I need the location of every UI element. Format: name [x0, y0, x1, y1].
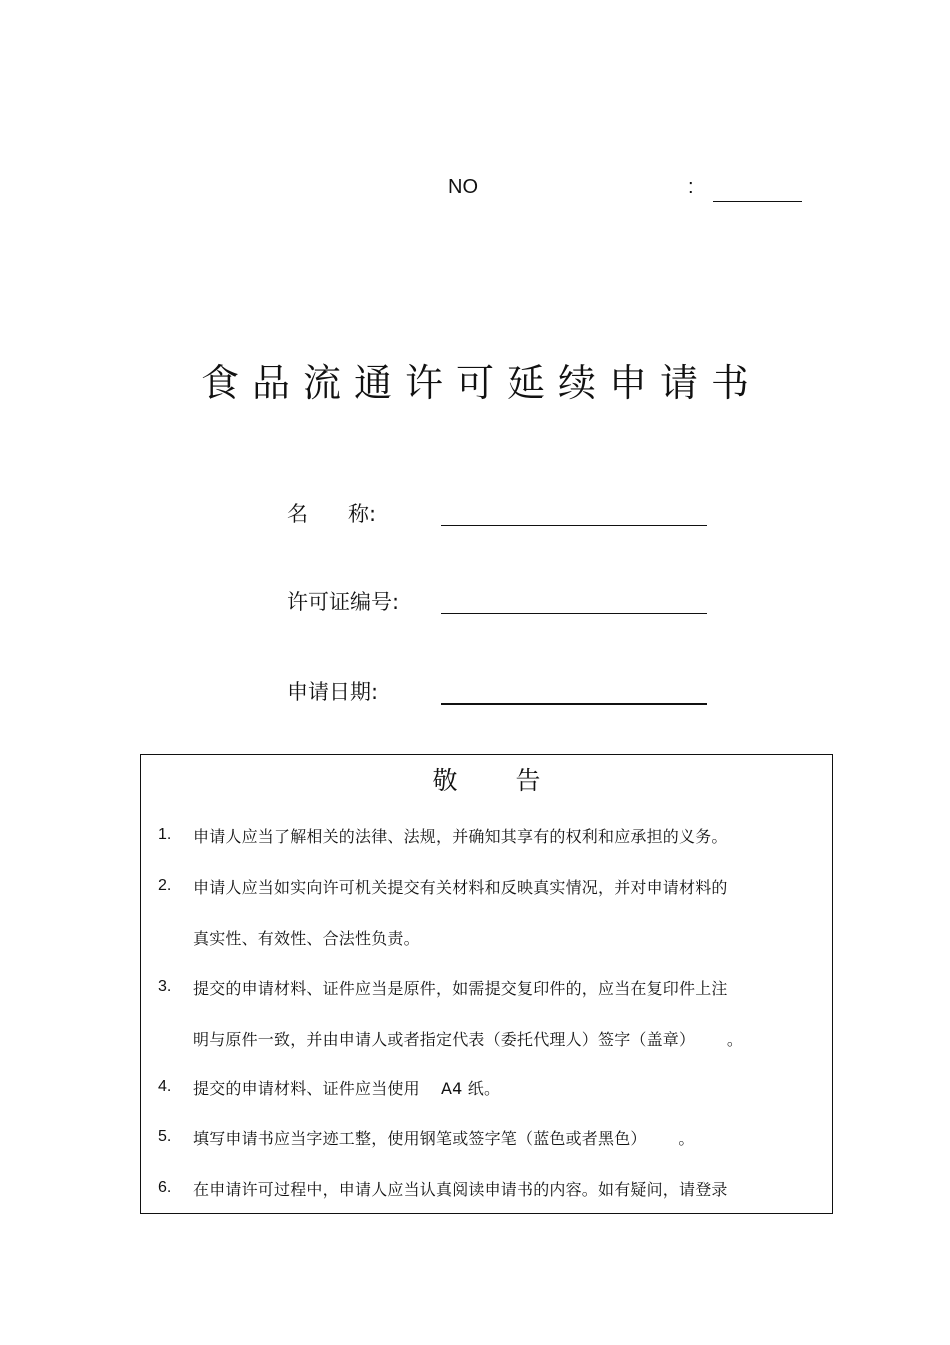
notice-item-text: 在申请许可过程中，申请人应当认真阅读申请书的内容。如有疑问，请登录 [193, 1180, 728, 1199]
notice-item-number: 1. [158, 826, 172, 843]
field-name-label: 名 称: [287, 502, 377, 526]
notice-item-number: 5. [158, 1128, 172, 1145]
field-license-number-label: 许可证编号: [287, 590, 400, 614]
notice-item-text-continued: 真实性、有效性、合法性负责。 [193, 929, 420, 948]
notice-item-text: 提交的申请材料、证件应当是原件，如需提交复印件的，应当在复印件上注 [193, 979, 728, 998]
notice-item-number: 6. [158, 1179, 172, 1196]
notice-item-text: 申请人应当如实向许可机关提交有关材料和反映真实情况，并对申请材料的 [193, 878, 728, 897]
document-title: 食品流通许可延续申请书 [200, 361, 762, 405]
field-license-number [287, 586, 727, 626]
notice-item-text: 申请人应当了解相关的法律、法规，并确知其享有的权利和应承担的义务。 [193, 827, 728, 846]
document-number-row [448, 176, 808, 206]
notice-title: 敬告 [432, 766, 599, 795]
field-application-date-label: 申请日期: [287, 680, 379, 704]
field-name-blank [441, 525, 707, 526]
notice-item-text: 填写申请书应当字迹工整，使用钢笔或签字笔（蓝色或者黑色） 。 [193, 1129, 695, 1148]
notice-item-number: 2. [158, 877, 172, 894]
notice-box [140, 754, 833, 1214]
document-number-blank [713, 201, 802, 202]
field-application-date-blank [441, 703, 707, 705]
notice-item-number: 4. [158, 1078, 172, 1095]
field-license-number-blank [441, 613, 707, 614]
field-name [287, 498, 727, 538]
document-number-label: NO [448, 176, 478, 198]
notice-item-text: 提交的申请材料、证件应当使用 A4 纸。 [193, 1079, 501, 1098]
notice-item-number: 3. [158, 978, 172, 995]
notice-item-text-continued: 明与原件一致，并由申请人或者指定代表（委托代理人）签字（盖章） 。 [193, 1030, 744, 1049]
field-application-date [287, 676, 727, 716]
document-number-colon: : [688, 176, 694, 198]
